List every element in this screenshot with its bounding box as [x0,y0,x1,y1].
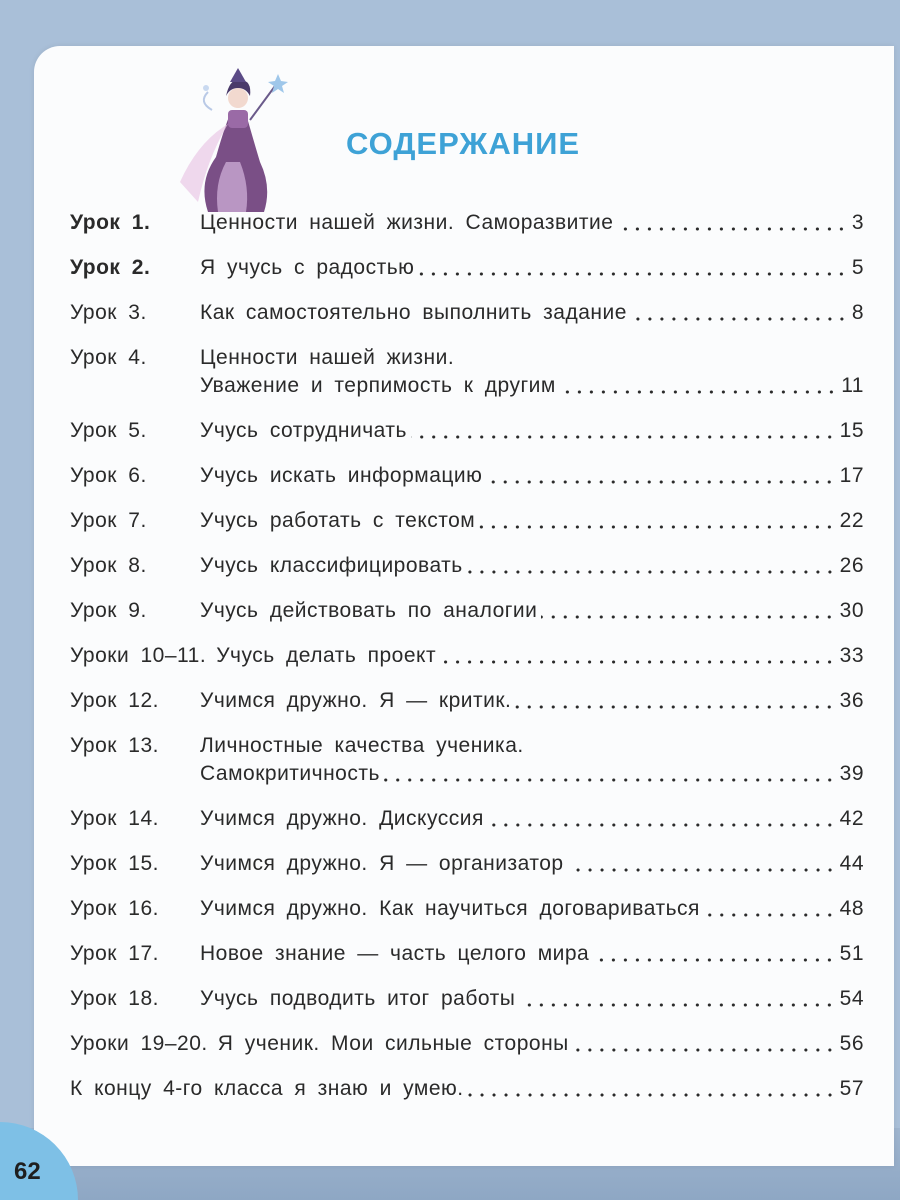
lesson-label: Урок 4. [70,346,147,369]
page-ref: 54 [839,987,864,1010]
dot-leader [468,1093,836,1097]
dot-leader [467,570,836,574]
lesson-label: Урок 18. [70,987,159,1010]
lesson-title: Ценности нашей жизни. Саморазвитие [200,211,614,234]
page-ref: 36 [839,689,864,712]
lesson-label: Урок 14. [70,807,159,830]
toc-entry[interactable] [70,1078,864,1100]
lesson-title: Учусь сотрудничать [200,419,407,442]
dot-leader [631,317,848,321]
toc-entry[interactable] [70,302,864,324]
dot-leader [704,913,836,917]
lesson-label: Уроки 19–20. [70,1032,208,1055]
page-ref: 15 [839,419,864,442]
lesson-title-continued: Уважение и терпимость к другим [200,374,556,397]
toc-entry[interactable] [70,1033,864,1055]
toc-entry[interactable] [70,420,864,442]
lesson-label: Урок 13. [70,734,159,757]
fairy-illustration [168,62,298,212]
dot-leader [411,435,836,439]
dot-leader [479,525,835,529]
page-ref: 51 [839,942,864,965]
lesson-title: Я ученик. Мои сильные стороны [217,1032,569,1055]
page-ref: 3 [851,211,864,234]
dot-leader [560,390,837,394]
toc-entry[interactable] [70,808,864,830]
page-ref: 30 [839,599,864,622]
page-ref: 33 [839,644,864,667]
lesson-title-continued: Самокритичность [200,762,380,785]
page-ref: 48 [839,897,864,920]
lesson-title: Учимся дружно. Я — критик. [200,689,512,712]
page-ref: 17 [839,464,864,487]
toc-entry[interactable] [70,735,864,785]
lesson-label: Урок 6. [70,464,147,487]
lesson-title: Личностные качества ученика. [200,734,524,757]
lesson-title: Новое знание — часть целого мира [200,942,590,965]
toc-entry[interactable] [70,257,864,279]
lesson-label: Урок 15. [70,852,159,875]
dot-leader [384,778,836,782]
lesson-label: Урок 12. [70,689,159,712]
lesson-label: Урок 16. [70,897,159,920]
lesson-title: Учимся дружно. Как научиться договариваться [200,897,700,920]
lesson-title: Учимся дружно. Я — организатор [200,852,564,875]
lesson-label: Урок 8. [70,554,147,577]
lesson-label: Уроки 10–11. [70,644,207,667]
dot-leader [488,823,836,827]
lesson-title: Учусь классифицировать [200,554,463,577]
lesson-title: К концу 4-го класса я знаю и умею. [70,1077,464,1100]
lesson-label: Урок 17. [70,942,159,965]
lesson-title: Учусь действовать по аналогии [200,599,538,622]
page-title: СОДЕРЖАНИЕ [346,126,581,161]
lesson-label: Урок 5. [70,419,147,442]
toc-entry[interactable] [70,510,864,532]
page-ref: 44 [839,852,864,875]
toc-entry[interactable] [70,555,864,577]
dot-leader [573,1048,836,1052]
lesson-title: Учусь подводить итог работы [200,987,516,1010]
toc-entry[interactable] [70,690,864,712]
toc-entry[interactable] [70,943,864,965]
page-ref: 22 [839,509,864,532]
toc-entry[interactable] [70,212,864,234]
toc-entry[interactable] [70,347,864,397]
page-ref: 26 [839,554,864,577]
dot-leader [486,480,835,484]
page-ref: 5 [851,256,864,279]
lesson-label: Урок 1. [70,211,151,234]
lesson-title: Как самостоятельно выполнить задание [200,301,627,324]
dot-leader [440,660,836,664]
table-of-contents [70,212,864,1123]
page-ref: 57 [839,1077,864,1100]
lesson-label: Урок 3. [70,301,147,324]
dot-leader [568,868,836,872]
toc-entry[interactable] [70,853,864,875]
lesson-title: Учусь искать информацию [200,464,483,487]
toc-entry[interactable] [70,988,864,1010]
lesson-title: Учусь работать с текстом [200,509,476,532]
lesson-title: Учимся дружно. Дискуссия [200,807,484,830]
toc-entry[interactable] [70,465,864,487]
dot-leader [418,272,847,276]
page-ref: 39 [839,762,864,785]
page-ref: 11 [841,374,864,397]
toc-entry[interactable] [70,600,864,622]
dot-leader [515,705,835,709]
toc-entry[interactable] [70,898,864,920]
dot-leader [541,615,835,619]
lesson-title: Я учусь с радостью [200,256,415,279]
toc-entry[interactable] [70,645,864,667]
page-ref: 56 [839,1032,864,1055]
dot-leader [593,958,835,962]
page-number: 62 [14,1158,41,1185]
page-ref: 8 [851,301,864,324]
lesson-label: Урок 9. [70,599,147,622]
lesson-label: Урок 7. [70,509,147,532]
lesson-label: Урок 2. [70,256,151,279]
lesson-title: Ценности нашей жизни. [200,346,455,369]
dot-leader [617,227,847,231]
dot-leader [519,1003,835,1007]
page-ref: 42 [839,807,864,830]
lesson-title: Учусь делать проект [216,644,437,667]
